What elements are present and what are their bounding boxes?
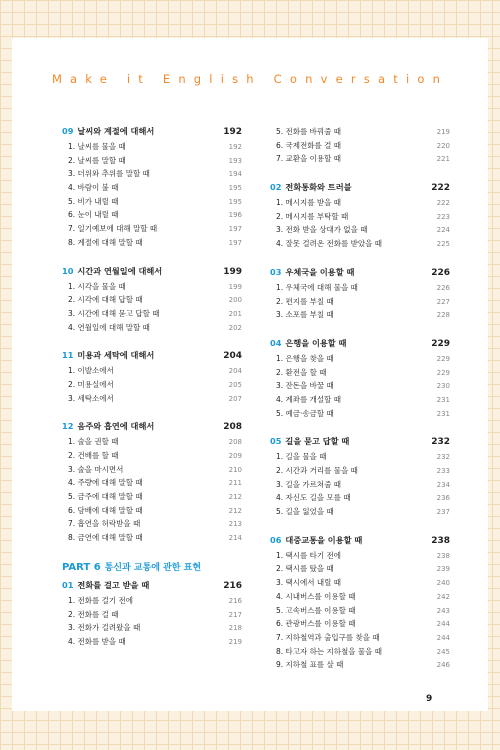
entry-title: 2. 시각에 대해 답할 때 <box>68 295 143 305</box>
toc-entry <box>270 223 450 237</box>
entry-title: 6. 관광버스를 이용할 때 <box>276 619 356 629</box>
section-heading <box>62 125 242 138</box>
series-banner: Make it English Conversation <box>51 72 449 86</box>
entry-page: 225 <box>436 240 450 249</box>
section-heading <box>270 337 450 350</box>
entry-page: 219 <box>228 637 242 646</box>
entry-page: 197 <box>228 225 242 234</box>
toc-entry <box>62 621 242 635</box>
entry-title: 3. 세탁소에서 <box>68 393 114 403</box>
toc-entry <box>62 490 242 504</box>
toc-entry <box>270 210 450 224</box>
entry-title: 2. 날씨를 말할 때 <box>68 155 126 165</box>
entry-title: 4. 계좌를 개설할 때 <box>276 394 342 404</box>
toc-entry <box>270 617 450 631</box>
toc-entry <box>270 308 450 322</box>
toc-entry <box>62 236 242 250</box>
entry-page: 222 <box>436 199 450 208</box>
section-title: 전화를 걸고 받을 때 <box>77 579 150 590</box>
toc-entry <box>270 658 450 672</box>
toc-entry <box>62 293 242 307</box>
toc-entry <box>62 208 242 222</box>
entry-page: 227 <box>436 297 450 306</box>
entry-page: 238 <box>436 551 450 560</box>
entry-page: 192 <box>228 143 242 151</box>
toc-entry <box>270 478 450 492</box>
entry-page: 212 <box>228 506 242 515</box>
toc-entry <box>62 167 242 181</box>
entry-title: 3. 길을 가르쳐줄 때 <box>276 479 342 489</box>
toc-entry <box>62 321 242 335</box>
toc-section <box>62 349 242 405</box>
entry-title: 5. 금주에 대해 말할 때 <box>68 492 143 502</box>
entry-page: 208 <box>228 438 242 447</box>
section-page: 222 <box>431 183 450 194</box>
section-title: 날씨와 계절에 대해서 <box>77 126 155 136</box>
toc-entry <box>62 504 242 518</box>
toc-entry <box>62 635 242 649</box>
entry-page: 205 <box>228 380 242 389</box>
section-heading <box>62 349 242 362</box>
entry-title: 8. 타고자 하는 지하철을 물을 때 <box>276 646 383 656</box>
entry-title: 5. 전화를 바꿔줄 때 <box>276 127 342 136</box>
entry-page: 195 <box>228 184 242 193</box>
toc-entry <box>62 435 242 449</box>
entry-page: 229 <box>436 368 450 377</box>
toc-left-column <box>62 125 242 664</box>
toc-entry <box>270 464 450 478</box>
entry-page: 209 <box>228 452 242 460</box>
entry-title: 1. 택시를 타기 전에 <box>276 550 342 560</box>
toc-entry <box>62 195 242 209</box>
entry-title: 2. 편지를 부칠 때 <box>276 296 334 306</box>
toc-entry <box>62 140 242 154</box>
section-page: 208 <box>223 422 242 433</box>
entry-page: 220 <box>436 141 450 150</box>
toc-section <box>270 181 450 251</box>
toc-entry <box>62 531 242 545</box>
entry-title: 1. 시각을 물을 때 <box>68 281 126 291</box>
toc-entry <box>270 237 450 251</box>
toc-entry <box>270 407 450 421</box>
toc-entry <box>62 476 242 490</box>
section-title: 길을 묻고 답할 때 <box>285 436 350 447</box>
entry-title: 1. 이발소에서 <box>68 366 114 376</box>
entry-page: 236 <box>436 494 450 503</box>
entry-title: 2. 환전을 할 때 <box>276 367 327 377</box>
entry-page: 230 <box>436 382 450 391</box>
entry-page: 244 <box>436 633 450 642</box>
entry-page: 240 <box>436 579 450 588</box>
entry-title: 8. 계절에 대해 말할 때 <box>68 237 143 247</box>
entry-page: 199 <box>228 282 242 291</box>
toc-entry <box>62 594 242 608</box>
toc-entry <box>270 590 450 604</box>
entry-page: 234 <box>436 480 450 489</box>
toc-entry <box>62 392 242 406</box>
part-label: PART 6 <box>62 561 101 573</box>
entry-title: 4. 주량에 대해 말할 때 <box>68 478 143 488</box>
toc-section <box>62 265 242 335</box>
section-page: 226 <box>431 267 450 278</box>
entry-title: 1. 날씨를 물을 때 <box>68 142 126 151</box>
toc-left-sections <box>62 125 242 545</box>
entry-page: 207 <box>228 394 242 403</box>
entry-page: 211 <box>228 479 242 488</box>
entry-title: 6. 담배에 대해 말할 때 <box>68 505 143 515</box>
toc-section <box>62 420 242 545</box>
entry-title: 3. 전화가 걸려왔을 때 <box>68 623 141 633</box>
entry-title: 6. 눈이 내릴 때 <box>68 210 119 220</box>
entry-title: 2. 미용실에서 <box>68 379 114 389</box>
entry-page: 232 <box>436 453 450 462</box>
section-number: 06 <box>270 534 282 545</box>
entry-title: 4. 전화를 받을 때 <box>68 636 126 646</box>
part-title: 통신과 교통에 관한 표현 <box>104 562 202 573</box>
toc-section <box>62 579 242 649</box>
section-page: 229 <box>431 338 450 349</box>
entry-page: 231 <box>436 395 450 404</box>
entry-title: 1. 메시지를 받을 때 <box>276 198 342 208</box>
toc-entry <box>270 139 450 153</box>
entry-page: 210 <box>228 465 242 474</box>
toc-entry <box>62 608 242 622</box>
entry-title: 4. 바람이 불 때 <box>68 183 119 193</box>
section-page: 232 <box>431 437 450 448</box>
entry-page: 195 <box>228 197 242 206</box>
entry-title: 1. 은행을 찾을 때 <box>276 353 334 363</box>
toc-right-sections <box>270 125 450 672</box>
toc-entry <box>270 352 450 366</box>
toc-section <box>270 337 450 420</box>
section-title: 시간과 연월일에 대해서 <box>77 265 163 276</box>
entry-title: 2. 전화를 걸 때 <box>68 609 119 619</box>
entry-page: 217 <box>228 610 242 619</box>
toc-entry <box>62 280 242 294</box>
section-heading <box>270 266 450 279</box>
section-heading <box>270 534 450 547</box>
toc-entry <box>270 505 450 519</box>
toc-entry <box>270 631 450 645</box>
toc-entry <box>62 449 242 463</box>
entry-title: 4. 연월일에 대해 말할 때 <box>68 322 150 332</box>
entry-page: 221 <box>436 155 450 164</box>
toc-entry <box>62 463 242 477</box>
entry-title: 7. 교환을 이용할 때 <box>276 154 342 164</box>
toc-entry <box>270 450 450 464</box>
entry-title: 2. 건배를 할 때 <box>68 451 119 460</box>
section-title: 미용과 세탁에 대해서 <box>77 350 155 361</box>
section-heading <box>62 265 242 278</box>
entry-page: 242 <box>436 592 450 601</box>
toc-entry <box>270 125 450 139</box>
section-heading <box>62 420 242 433</box>
entry-page: 245 <box>436 647 450 656</box>
section-heading <box>270 435 450 448</box>
entry-page: 244 <box>436 620 450 629</box>
toc-entry <box>270 549 450 563</box>
toc-entry <box>62 364 242 378</box>
entry-title: 4. 시내버스를 이용할 때 <box>276 591 356 601</box>
entry-page: 224 <box>436 226 450 235</box>
toc-part-sections <box>62 579 242 649</box>
entry-page: 237 <box>436 508 450 517</box>
section-heading <box>270 181 450 194</box>
section-title: 은행을 이용할 때 <box>285 337 347 348</box>
entry-page: 193 <box>228 156 242 165</box>
section-title: 전화통화와 트러블 <box>285 182 352 193</box>
section-page: 192 <box>223 127 242 137</box>
part-heading <box>62 560 242 573</box>
entry-page: 243 <box>436 606 450 615</box>
section-page: 199 <box>223 266 242 277</box>
page-sheet <box>12 38 488 711</box>
entry-title: 2. 메시지를 부탁할 때 <box>276 211 349 221</box>
entry-page: 231 <box>436 409 450 418</box>
entry-page: 200 <box>228 296 242 305</box>
toc-entry <box>270 295 450 309</box>
entry-page: 239 <box>436 565 450 574</box>
toc-entry <box>270 379 450 393</box>
entry-title: 5. 길을 잃었을 때 <box>276 507 334 517</box>
toc-section <box>270 534 450 672</box>
section-heading <box>62 579 242 592</box>
toc-section <box>270 125 450 166</box>
toc-entry <box>270 281 450 295</box>
entry-title: 7. 흡연을 허락받을 때 <box>68 519 141 529</box>
toc-right-column <box>270 125 450 687</box>
section-title: 음주와 흡연에 대해서 <box>77 421 155 432</box>
entry-page: 201 <box>228 309 242 318</box>
toc-entry <box>270 366 450 380</box>
section-number: 11 <box>62 350 74 361</box>
entry-page: 226 <box>436 283 450 292</box>
entry-title: 1. 우체국에 대해 물을 때 <box>276 282 358 292</box>
entry-title: 3. 소포를 부칠 때 <box>276 310 334 320</box>
entry-title: 9. 지하철 표를 살 때 <box>276 660 344 670</box>
section-page: 204 <box>223 351 242 362</box>
toc-section <box>62 125 242 250</box>
entry-page: 219 <box>436 128 450 136</box>
entry-page: 197 <box>228 238 242 247</box>
entry-title: 3. 시간에 대해 묻고 답할 때 <box>68 308 160 318</box>
section-number: 04 <box>270 337 282 348</box>
entry-title: 1. 술을 권할 때 <box>68 437 119 447</box>
toc-entry <box>62 378 242 392</box>
entry-page: 213 <box>228 520 242 529</box>
section-number: 03 <box>270 266 282 277</box>
entry-page: 223 <box>436 212 450 221</box>
section-page: 238 <box>431 535 450 546</box>
entry-title: 7. 일기예보에 대해 말할 때 <box>68 224 158 234</box>
entry-title: 8. 금연에 대해 말할 때 <box>68 533 143 543</box>
toc-entry <box>270 491 450 505</box>
entry-title: 6. 국제전화를 걸 때 <box>276 140 342 150</box>
entry-page: 202 <box>228 323 242 332</box>
toc-entry <box>270 562 450 576</box>
entry-title: 1. 전화를 걸기 전에 <box>68 595 134 605</box>
toc-entry <box>62 154 242 168</box>
entry-page: 204 <box>228 367 242 376</box>
section-title: 대중교통을 이용할 때 <box>285 534 363 545</box>
entry-page: 212 <box>228 493 242 502</box>
entry-title: 5. 고속버스를 이용할 때 <box>276 605 356 615</box>
section-number: 02 <box>270 182 282 193</box>
entry-title: 5. 비가 내릴 때 <box>68 196 119 206</box>
entry-page: 233 <box>436 467 450 475</box>
toc-entry <box>62 307 242 321</box>
toc-entry <box>62 222 242 236</box>
entry-title: 3. 전화 받을 상대가 없을 때 <box>276 225 368 235</box>
toc-entry <box>270 576 450 590</box>
entry-title: 1. 길을 물을 때 <box>276 452 327 462</box>
section-page: 216 <box>223 580 242 591</box>
entry-page: 194 <box>228 170 242 179</box>
section-title: 우체국을 이용할 때 <box>285 266 355 277</box>
entry-page: 196 <box>228 211 242 220</box>
section-number: 05 <box>270 436 282 447</box>
entry-page: 214 <box>228 534 242 543</box>
entry-page: 228 <box>436 311 450 320</box>
entry-title: 4. 자신도 길을 모를 때 <box>276 493 351 503</box>
entry-title: 7. 지하철역과 출입구를 찾을 때 <box>276 632 380 642</box>
entry-title: 3. 택시에서 내릴 때 <box>276 578 342 588</box>
entry-title: 4. 잘못 걸려온 전화를 받았을 때 <box>276 239 383 249</box>
entry-page: 229 <box>436 354 450 363</box>
entry-title: 5. 예금·송금할 때 <box>276 408 334 418</box>
toc-entry <box>270 152 450 166</box>
toc-entry <box>270 196 450 210</box>
entry-page: 218 <box>228 624 242 633</box>
toc-entry <box>270 645 450 659</box>
entry-title: 3. 잔돈을 바꿀 때 <box>276 381 334 391</box>
section-number: 12 <box>62 421 74 432</box>
section-number: 09 <box>62 126 74 136</box>
entry-title: 3. 술을 마시면서 <box>68 464 124 474</box>
toc-entry <box>270 393 450 407</box>
entry-title: 2. 택시를 탔을 때 <box>276 564 334 574</box>
toc-section <box>270 435 450 518</box>
toc-entry <box>62 181 242 195</box>
entry-page: 246 <box>436 661 450 670</box>
toc-entry <box>62 517 242 531</box>
section-number: 01 <box>62 579 74 590</box>
entry-title: 2. 시간과 거리를 물을 때 <box>276 466 358 475</box>
page-number: 9 <box>426 694 433 704</box>
section-number: 10 <box>62 265 74 276</box>
toc-entry <box>270 604 450 618</box>
entry-page: 216 <box>228 596 242 605</box>
toc-section <box>270 266 450 322</box>
entry-title: 3. 더위와 추위를 말할 때 <box>68 169 150 179</box>
